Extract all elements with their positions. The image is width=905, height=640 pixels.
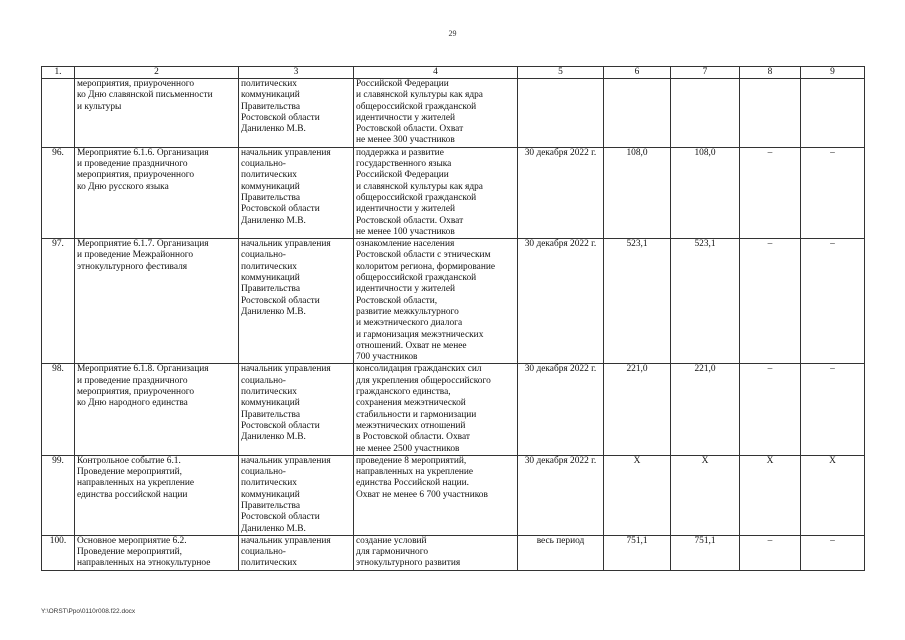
event-cell	[75, 147, 239, 238]
result-cell-line: Российской Федерации	[356, 170, 449, 181]
row-number-cell: 100.	[42, 535, 75, 570]
result-cell	[354, 455, 518, 535]
row-number-cell	[42, 79, 75, 148]
result-cell-line: Российской Федерации	[356, 79, 449, 89]
responsible-cell-line: Ростовской области	[241, 420, 320, 431]
event-cell	[75, 455, 239, 535]
result-cell-line: общероссийской гражданской	[356, 101, 477, 112]
result-cell-line: проведение 8 мероприятий,	[356, 455, 467, 466]
result-cell-line: идентичности у жителей	[356, 284, 455, 295]
column-number: 8	[740, 67, 801, 79]
table-row	[42, 455, 865, 535]
column-number: 5	[518, 67, 604, 79]
event-cell-line: направленных на укрепление	[77, 478, 195, 489]
amount-cell: X	[604, 455, 671, 535]
responsible-cell-line: социально-	[241, 159, 286, 170]
result-cell-line: Ростовской области,	[356, 295, 438, 306]
result-cell-line: 700 участников	[356, 352, 418, 363]
amount-cell: 108,0	[604, 147, 671, 238]
responsible-cell-line: Даниленко М.В.	[241, 215, 306, 226]
result-cell-line: Ростовской области. Охват	[356, 124, 464, 135]
responsible-cell	[239, 455, 354, 535]
event-cell-line: Мероприятие 6.1.8. Организация	[77, 364, 209, 375]
responsible-cell-line: коммуникаций	[241, 398, 300, 409]
value-cell: –	[740, 535, 801, 570]
responsible-cell-line: Ростовской области	[241, 112, 320, 123]
result-cell-line: государственного языка	[356, 159, 452, 170]
amount-cell	[604, 79, 671, 148]
result-cell-line: стабильности и гармонизации	[356, 409, 477, 420]
result-cell-line: и славянской культуры как ядра	[356, 181, 483, 192]
table-row	[42, 535, 865, 570]
responsible-cell-line: политических	[241, 558, 297, 569]
amount-cell: 751,1	[671, 535, 740, 570]
result-cell	[354, 239, 518, 364]
responsible-cell-line: политических	[241, 478, 297, 489]
value-cell: X	[801, 455, 865, 535]
event-cell-line: и культуры	[77, 101, 122, 112]
column-number: 2	[75, 67, 239, 79]
result-cell-line: отношений. Охват не менее	[356, 340, 467, 351]
row-number-cell: 96.	[42, 147, 75, 238]
result-cell-line: и славянской культуры как ядра	[356, 90, 483, 101]
event-cell-line: этнокультурного фестиваля	[77, 261, 188, 272]
column-number: 4	[354, 67, 518, 79]
responsible-cell	[239, 535, 354, 570]
event-cell-line: Мероприятие 6.1.6. Организация	[77, 147, 209, 158]
responsible-cell	[239, 364, 354, 455]
column-number: 6	[604, 67, 671, 79]
result-cell-line: создание условий	[356, 535, 427, 546]
page-number: 29	[448, 29, 457, 38]
result-cell-line: для укрепления общероссийского	[356, 375, 491, 386]
result-cell-line: поддержка и развитие	[356, 147, 444, 158]
result-cell-line: колоритом региона, формирование	[356, 261, 496, 272]
result-cell-line: общероссийской гражданской	[356, 192, 477, 203]
value-cell: –	[740, 147, 801, 238]
result-cell-line: идентичности у жителей	[356, 112, 455, 123]
amount-cell: 523,1	[604, 239, 671, 364]
result-cell-line: ознакомление населения	[356, 239, 455, 250]
responsible-cell-line: Даниленко М.В.	[241, 432, 306, 443]
responsible-cell-line: Ростовской области	[241, 295, 320, 306]
result-cell-line: гражданского единства,	[356, 387, 451, 398]
result-cell-line: сохранения межэтнической	[356, 398, 466, 409]
amount-cell: 108,0	[671, 147, 740, 238]
event-cell-line: Контрольное событие 6.1.	[77, 455, 181, 466]
value-cell: –	[801, 239, 865, 364]
table-row	[42, 364, 865, 455]
responsible-cell-line: коммуникаций	[241, 90, 300, 101]
event-cell-line: и проведение Межрайонного	[77, 250, 194, 261]
responsible-cell-line: начальник управления	[241, 535, 331, 546]
event-cell	[75, 364, 239, 455]
value-cell: –	[740, 239, 801, 364]
responsible-cell	[239, 79, 354, 148]
responsible-cell-line: социально-	[241, 467, 286, 478]
event-cell-line: единства российской нации	[77, 489, 188, 500]
result-cell-line: единства Российской нации.	[356, 478, 470, 489]
result-cell-line: направленных на укрепление	[356, 467, 474, 478]
responsible-cell-line: Ростовской области	[241, 512, 320, 523]
amount-cell: 751,1	[604, 535, 671, 570]
event-cell	[75, 535, 239, 570]
event-cell	[75, 79, 239, 148]
column-number: 3	[239, 67, 354, 79]
result-cell	[354, 147, 518, 238]
responsible-cell-line: начальник управления	[241, 147, 331, 158]
value-cell: –	[801, 535, 865, 570]
responsible-cell	[239, 239, 354, 364]
result-cell	[354, 79, 518, 148]
result-cell-line: этнокультурного развития	[356, 558, 461, 569]
result-cell-line: в Ростовской области. Охват	[356, 432, 470, 443]
column-number: 9	[801, 67, 865, 79]
responsible-cell-line: социально-	[241, 375, 286, 386]
result-cell-line: не менее 300 участников	[356, 135, 455, 146]
row-number-cell: 98.	[42, 364, 75, 455]
result-cell-line: Ростовской области с этническим	[356, 250, 491, 261]
result-cell-line: и межэтнического диалога	[356, 318, 463, 329]
row-number-cell: 97.	[42, 239, 75, 364]
responsible-cell-line: Правительства	[241, 284, 300, 295]
responsible-cell-line: начальник управления	[241, 364, 331, 375]
event-cell-line: и проведение праздничного	[77, 159, 188, 170]
responsible-cell-line: Правительства	[241, 500, 300, 511]
event-cell-line: ко Дню народного единства	[77, 398, 188, 409]
result-cell-line: консолидация гражданских сил	[356, 364, 482, 375]
responsible-cell-line: Правительства	[241, 192, 300, 203]
deadline-cell: 30 декабря 2022 г.	[518, 455, 604, 535]
responsible-cell-line: начальник управления	[241, 455, 331, 466]
event-cell-line: направленных на этнокультурное	[77, 558, 211, 569]
result-cell-line: общероссийской гражданской	[356, 273, 477, 284]
event-cell-line: мероприятия, приуроченного	[77, 79, 195, 89]
responsible-cell-line: Ростовской области	[241, 204, 320, 215]
event-cell-line: Проведение мероприятий,	[77, 467, 183, 478]
value-cell: –	[740, 364, 801, 455]
deadline-cell: весь период	[518, 535, 604, 570]
amount-cell	[671, 79, 740, 148]
responsible-cell-line: политических	[241, 261, 297, 272]
event-cell	[75, 239, 239, 364]
amount-cell: 523,1	[671, 239, 740, 364]
responsible-cell-line: Правительства	[241, 101, 300, 112]
responsible-cell	[239, 147, 354, 238]
column-number: 7	[671, 67, 740, 79]
responsible-cell-line: Даниленко М.В.	[241, 523, 306, 534]
value-cell	[801, 79, 865, 148]
value-cell	[740, 79, 801, 148]
result-cell-line: не менее 100 участников	[356, 226, 455, 237]
deadline-cell: 30 декабря 2022 г.	[518, 147, 604, 238]
responsible-cell-line: коммуникаций	[241, 273, 300, 284]
amount-cell: 221,0	[671, 364, 740, 455]
value-cell: –	[801, 147, 865, 238]
file-path-footer: Y:\ORST\Ppo\0110r008.f22.docx	[41, 608, 136, 615]
result-cell-line: не менее 2500 участников	[356, 443, 460, 454]
amount-cell: 221,0	[604, 364, 671, 455]
value-cell: –	[801, 364, 865, 455]
responsible-cell-line: коммуникаций	[241, 489, 300, 500]
result-cell	[354, 364, 518, 455]
result-cell	[354, 535, 518, 570]
event-cell-line: и проведение праздничного	[77, 375, 188, 386]
responsible-cell-line: политических	[241, 170, 297, 181]
program-table	[41, 66, 865, 571]
responsible-cell-line: Даниленко М.В.	[241, 306, 306, 317]
table-row	[42, 147, 865, 238]
result-cell-line: для гармоничного	[356, 547, 429, 558]
deadline-cell	[518, 79, 604, 148]
event-cell-line: ко Дню русского языка	[77, 181, 169, 192]
event-cell-line: Проведение мероприятий,	[77, 547, 183, 558]
event-cell-line: мероприятия, приуроченного	[77, 387, 195, 398]
responsible-cell-line: Правительства	[241, 409, 300, 420]
event-cell-line: Основное мероприятие 6.2.	[77, 535, 187, 546]
event-cell-line: ко Дню славянской письменности	[77, 90, 213, 101]
responsible-cell-line: социально-	[241, 547, 286, 558]
value-cell: X	[740, 455, 801, 535]
result-cell-line: идентичности у жителей	[356, 204, 455, 215]
responsible-cell-line: коммуникаций	[241, 181, 300, 192]
column-number: 1.	[42, 67, 75, 79]
result-cell-line: Охват не менее 6 700 участников	[356, 489, 488, 500]
column-number-row	[42, 67, 865, 79]
responsible-cell-line: социально-	[241, 250, 286, 261]
deadline-cell: 30 декабря 2022 г.	[518, 239, 604, 364]
responsible-cell-line: начальник управления	[241, 239, 331, 250]
result-cell-line: Ростовской области. Охват	[356, 215, 464, 226]
result-cell-line: межэтнических отношений	[356, 420, 466, 431]
responsible-cell-line: политических	[241, 387, 297, 398]
event-cell-line: Мероприятие 6.1.7. Организация	[77, 239, 209, 250]
table-row	[42, 239, 865, 364]
table-row	[42, 79, 865, 148]
table-body	[42, 79, 865, 571]
responsible-cell-line: Даниленко М.В.	[241, 124, 306, 135]
row-number-cell: 99.	[42, 455, 75, 535]
result-cell-line: и гармонизация межэтнических	[356, 329, 484, 340]
result-cell-line: развитие межкультурного	[356, 306, 459, 317]
amount-cell: X	[671, 455, 740, 535]
responsible-cell-line: политических	[241, 79, 297, 89]
event-cell-line: мероприятия, приуроченного	[77, 170, 195, 181]
deadline-cell: 30 декабря 2022 г.	[518, 364, 604, 455]
